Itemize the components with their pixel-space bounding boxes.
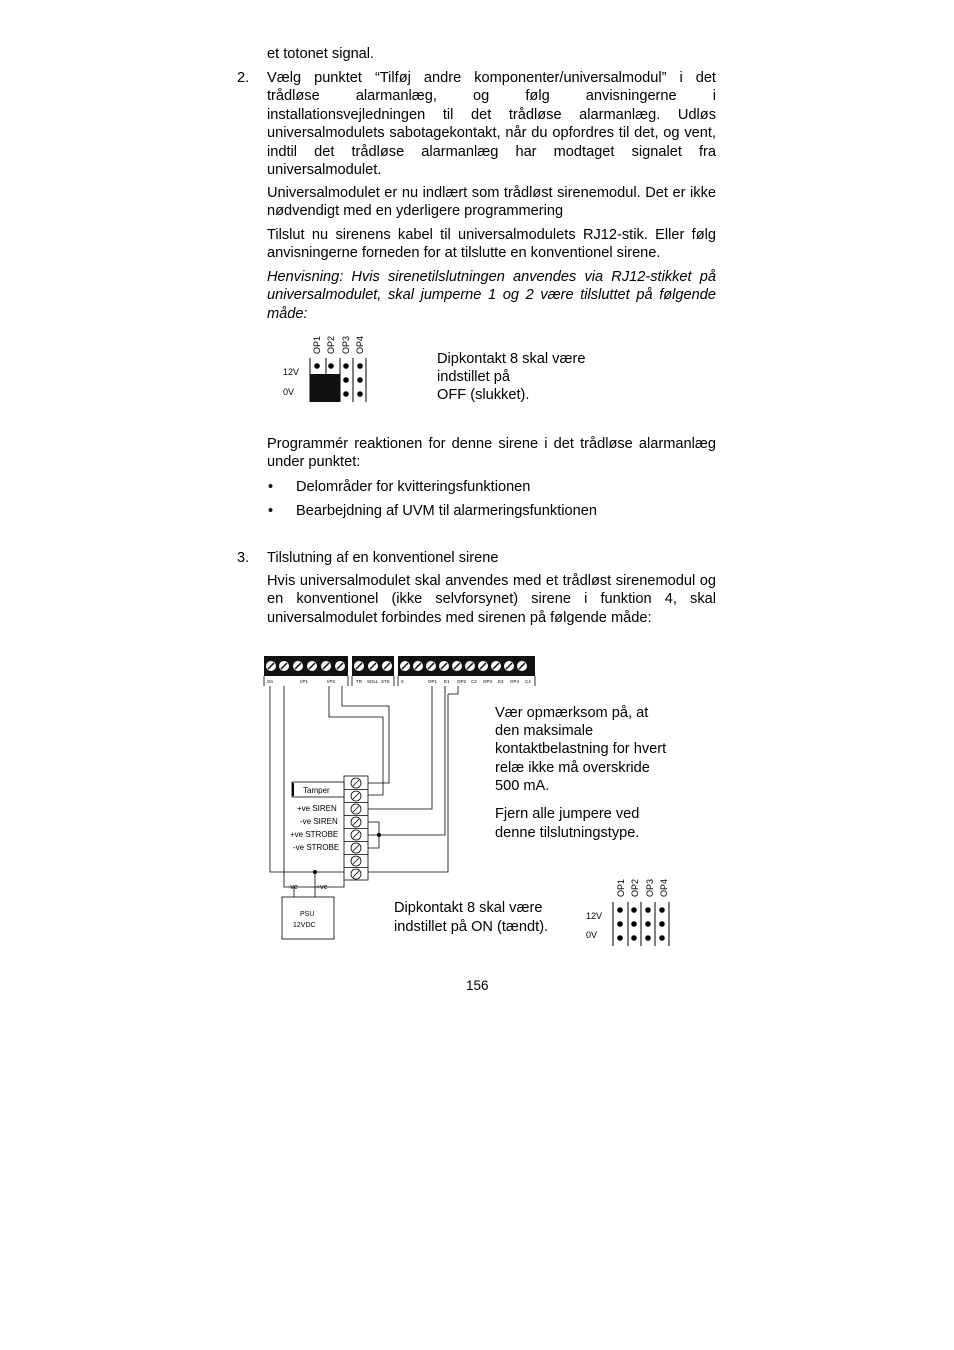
jumper1-header-op2: OP2 [326, 335, 336, 354]
jumper2-label-0v: 0V [586, 930, 598, 940]
terminal-label: I/P1 [300, 679, 309, 684]
dip-line-2: indstillet på ON (tændt). [394, 919, 549, 935]
jumper1-header-op3: OP3 [341, 335, 351, 354]
terminal-label: E1 [444, 679, 450, 684]
terminal-label: OP4 [510, 679, 520, 684]
step3-paragraph-1: Hvis universalmodulet skal anvendes med et trådløst sirenemodul og en konventionel (ikke selvforsynet) sirene i funktion 4, skal universalmodulet forbindes med sirenen på følgende måde: [267, 573, 716, 626]
jumper1-pins [305, 356, 370, 406]
terminal-label: E3 [498, 679, 504, 684]
terminal-label: C4 [525, 679, 531, 684]
jumper2-header-op4: OP4 [659, 878, 669, 897]
jumper1-caption-line-3: OFF (slukket). [437, 387, 530, 403]
bullet-icon: • [268, 479, 274, 495]
jumper1-header-op1: OP1 [312, 335, 322, 354]
step2-paragraph-2: Universalmodulet er nu indlært som trådløst sirenemodul. Det er ikke nødvendigt med en yderligere programmering [267, 185, 716, 220]
siren-label-pos-siren: +ve SIREN [297, 804, 337, 813]
jumper2-header-op3: OP3 [645, 878, 655, 897]
step2-paragraph-1: Vælg punktet “Tilføj andre komponenter/universalmodul” i det trådløse alarmanlæg, og følg anvisningerne i installationsvejledningen til det trådløse alarmanlæg. Udløs universalmodulets sabotagekontakt, når du opfordres til det, og vent, indtil det trådløse alarmanlæg har modtaget signalet fra universalmodulet. [267, 70, 716, 179]
jumper2-label-12v: 12V [586, 911, 603, 921]
step2-paragraph-4: Programmér reaktionen for denne sirene i det trådløse alarmanlæg under punktet: [267, 436, 716, 471]
warning-line-4: relæ ikke må overskride [495, 760, 650, 776]
terminal-label: TR [356, 679, 362, 684]
terminal-label: On [267, 679, 274, 684]
terminal-label: OP2 [457, 679, 467, 684]
siren-label-neg-siren: -ve SIREN [300, 817, 338, 826]
step3-number: 3. [237, 550, 250, 566]
jumper1-header-op4: OP4 [355, 335, 365, 354]
psu-neg-label: -ve [288, 884, 298, 891]
warning-line-3: kontaktbelastning for hvert [495, 741, 667, 757]
jumper2-pins [608, 900, 673, 948]
jumper1-caption-line-1: Dipkontakt 8 skal være [437, 351, 586, 367]
jumper1-label-0v: 0V [283, 387, 295, 397]
page-number: 156 [466, 978, 489, 993]
step2-paragraph-3: Tilslut nu sirenens kabel til universalmodulets RJ12-stik. Eller følg anvisningerne forneden for at tilslutte en konventionel sirene. [267, 227, 716, 262]
jumper1-caption-line-2: indstillet på [437, 369, 511, 385]
remove-jumpers-line-1: Fjern alle jumpere ved [495, 806, 640, 822]
terminal-label: 0 [401, 679, 404, 684]
bullet-icon: • [268, 503, 274, 519]
terminal-label: I/P2 [327, 679, 336, 684]
terminal-label: OP3 [483, 679, 493, 684]
warning-line-5: 500 mA. [495, 778, 550, 794]
terminal-label: STK [381, 679, 390, 684]
siren-label-pos-strobe: +ve STROBE [290, 830, 339, 839]
step2-number: 2. [237, 70, 250, 86]
psu-label: PSU [300, 911, 315, 918]
psu-box [282, 897, 334, 939]
intro-line: et totonet signal. [267, 46, 375, 62]
bullet-item-2: Bearbejdning af UVM til alarmeringsfunktionen [296, 503, 597, 519]
terminal-label: C2 [471, 679, 477, 684]
warning-line-2: den maksimale [495, 723, 594, 739]
warning-line-1: Vær opmærksom på, at [495, 705, 649, 721]
terminal-label: OP1 [428, 679, 438, 684]
terminal-label: SOLL [367, 679, 379, 684]
bullet-item-1: Delområder for kvitteringsfunktionen [296, 479, 531, 495]
dip-line-1: Dipkontakt 8 skal være [394, 900, 543, 916]
jumper2-header-op2: OP2 [630, 878, 640, 897]
jumper1-label-12v: 12V [283, 367, 300, 377]
psu-pos-label: +ve [316, 884, 328, 891]
jumper2-header-op1: OP1 [616, 878, 626, 897]
remove-jumpers-line-2: denne tilslutningstype. [495, 825, 640, 841]
step2-note: Henvisning: Hvis sirenetilslutningen anvendes via RJ12-stikket på universalmodulet, skal jumperne 1 og 2 være tilsluttet på følgende måde: [267, 269, 716, 322]
jumper-block [310, 374, 340, 402]
siren-label-tamper: Tamper [303, 786, 330, 795]
step3-title: Tilslutning af en konventionel sirene [267, 550, 499, 566]
siren-terminal-block [344, 776, 368, 880]
psu-voltage: 12VDC [293, 922, 316, 929]
siren-label-neg-strobe: -ve STROBE [293, 843, 340, 852]
